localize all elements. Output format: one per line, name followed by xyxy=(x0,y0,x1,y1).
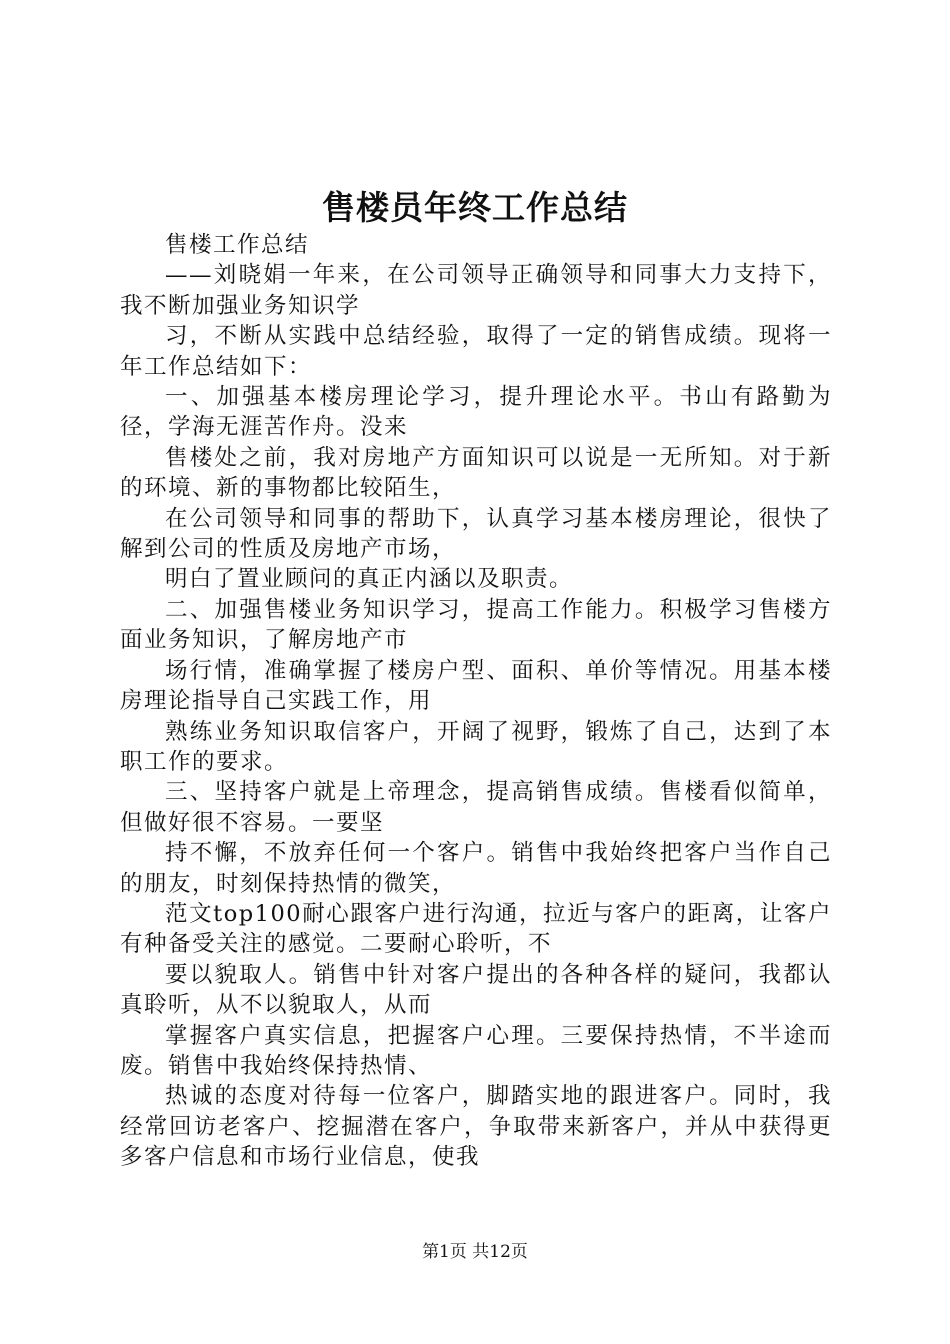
paragraph: 热诚的态度对待每一位客户，脚踏实地的跟进客户。同时，我经常回访老客户、挖掘潜在客户，争取带来新客户，并从中获得更多客户信息和市场行业信息，使我 xyxy=(120,1083,832,1171)
paragraph: 持不懈，不放弃任何一个客户。销售中我始终把客户当作自己的朋友，时刻保持热情的微笑， xyxy=(120,840,832,897)
paragraph: ——刘晓娟一年来，在公司领导正确领导和同事大力支持下，我不断加强业务知识学 xyxy=(120,262,832,319)
paragraph: 习，不断从实践中总结经验，取得了一定的销售成绩。现将一年工作总结如下： xyxy=(120,323,832,380)
paragraph: 二、加强售楼业务知识学习，提高工作能力。积极学习售楼方面业务知识，了解房地产市 xyxy=(120,596,832,654)
page-number-footer: 第1页 共12页 xyxy=(422,1242,528,1262)
paragraph: 掌握客户真实信息，把握客户心理。三要保持热情，不半途而废。销售中我始终保持热情、 xyxy=(120,1022,832,1079)
document-title: 售楼员年终工作总结 xyxy=(322,188,628,227)
paragraph: 场行情，准确掌握了楼房户型、面积、单价等情况。用基本楼房理论指导自己实践工作，用 xyxy=(120,657,832,715)
paragraph: 熟练业务知识取信客户，开阔了视野，锻炼了自己，达到了本职工作的要求。 xyxy=(120,718,832,775)
paragraph: 售楼处之前，我对房地产方面知识可以说是一无所知。对于新的环境、新的事物都比较陌生， xyxy=(120,444,832,502)
paragraph: 售楼工作总结 xyxy=(165,232,310,258)
paragraph: 范文top100耐心跟客户进行沟通，拉近与客户的距离，让客户有种备受关注的感觉。二要耐心聆听，不 xyxy=(120,900,832,958)
document-body xyxy=(120,230,832,1173)
paragraph: 一、加强基本楼房理论学习，提升理论水平。书山有路勤为径，学海无涯苦作舟。没来 xyxy=(120,384,832,441)
paragraph: 三、坚持客户就是上帝理念，提高销售成绩。售楼看似简单，但做好很不容易。一要坚 xyxy=(120,779,832,836)
paragraph: 明白了置业顾问的真正内涵以及职责。 xyxy=(165,566,574,593)
paragraph: 要以貌取人。销售中针对客户提出的各种各样的疑问，我都认真聆听，从不以貌取人，从而 xyxy=(120,961,832,1019)
paragraph: 在公司领导和同事的帮助下，认真学习基本楼房理论，很快了解到公司的性质及房地产市场， xyxy=(120,505,832,563)
